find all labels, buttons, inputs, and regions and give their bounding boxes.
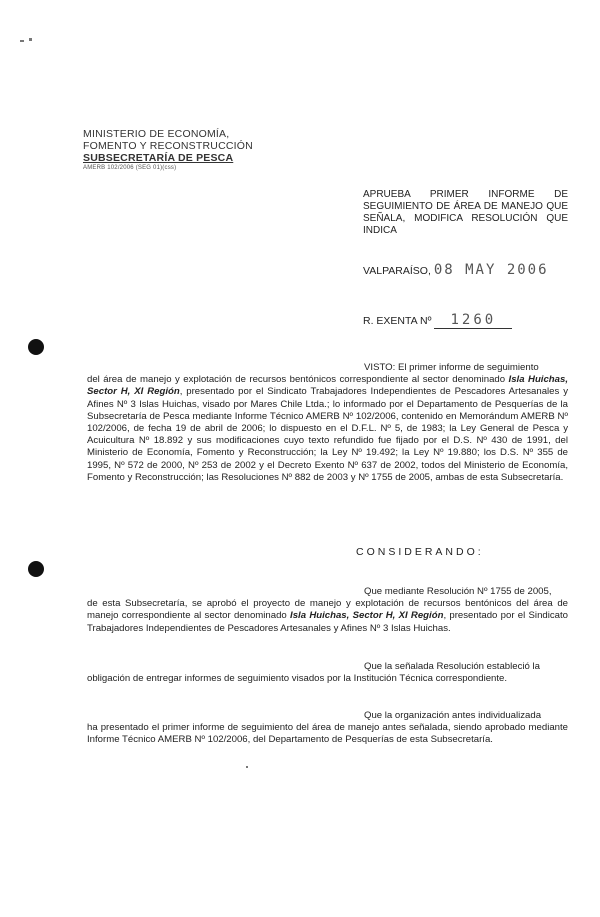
scan-speck <box>29 38 32 41</box>
visto-body-1: del área de manejo y explotación de recursos bentónicos correspondiente al sector denominado <box>87 374 509 386</box>
considerando-heading: CONSIDERANDO: <box>356 546 484 558</box>
considerando-3-lead: Que la organización antes individualizada <box>364 710 542 721</box>
ministry-line-1: MINISTERIO DE ECONOMÍA, <box>83 128 230 140</box>
punch-hole-bottom <box>28 561 44 577</box>
punch-hole-top <box>28 339 44 355</box>
place-label: VALPARAÍSO, <box>363 265 431 277</box>
place-date-line <box>363 262 549 278</box>
exenta-number: 1260 <box>434 312 512 329</box>
subsecretaria-line: SUBSECRETARÍA DE PESCA <box>83 152 234 164</box>
considerando-2-lead: Que la señalada Resolución estableció la <box>364 661 540 672</box>
considerando-3 <box>87 710 568 747</box>
ministry-line-2: FOMENTO Y RECONSTRUCCIÓN <box>83 140 253 152</box>
considerando-1-body-1: de esta Subsecretaría, se aprobó el proyecto de manejo y explotación de recursos bentónicos del área de manejo correspondiente al sector denominado <box>87 598 568 622</box>
visto-body-2: , presentado por el Sindicato Trabajadores Independientes de Pescadores Artesanales y Afines Nº 3 Islas Huichas, visado por Mares Chile Ltda.; lo informado por el Departamento de Pesquerías de la Subsecretaría de Pesca mediante Informe Técnico AMERB Nº 102/2006, contenido en Memorándum AMERB Nº 102/2006, de fecha 19 de abril de 2006; lo dispuesto en el D.F.L. Nº 5, de 1983; la Ley General de Pesca y Acuicultura Nº 18.892 y sus modificaciones cuyo texto refundido fue fijado por el D.S. Nº 430 de 1991, del Ministerio de Economía, Fomento y Reconstrucción; la Ley Nº 19.492; la Ley Nº 19.880; los D.S. Nº 355 de 1995, Nº 572 de 2000, Nº 253 de 2002 y el Decreto Exento Nº 637 de 2002, todos del Ministerio de Economía, Fomento y Reconstrucción; las Resoluciones Nº 882 de 2003 y Nº 1755 de 2005, ambas de esta Subsecretaría. <box>87 386 568 483</box>
visto-paragraph <box>87 362 568 484</box>
scan-speck <box>246 766 248 768</box>
visto-sector: Isla Huichas, Sector H, XI Región <box>87 374 568 398</box>
exenta-label: R. EXENTA Nº <box>363 315 432 327</box>
considerando-2 <box>87 661 568 685</box>
considerando-1 <box>87 586 568 635</box>
considerando-1-lead: Que mediante Resolución Nº 1755 de 2005, <box>364 586 552 597</box>
scan-speck <box>20 40 24 42</box>
date-stamp: 08 MAY 2006 <box>433 262 549 278</box>
ministry-header <box>83 128 253 172</box>
document-reference: AMERB 102/2006 (SEG 01)(css) <box>83 165 177 171</box>
considerando-2-body-1: obligación de entregar informes de seguimiento visados por la Institución Técnica correspondiente. <box>87 673 508 685</box>
considerando-1-sector: Isla Huichas, Sector H, XI Región <box>290 610 444 622</box>
considerando-1-body-2: , presentado por el Sindicato Trabajadores Independientes de Pescadores Artesanales y Afines Nº 3 Islas Huichas. <box>87 610 569 634</box>
exenta-line <box>363 312 512 329</box>
considerando-3-body-1: ha presentado el primer informe de seguimiento del área de manejo antes señalada, siendo aprobado mediante Informe Técnico AMERB Nº 102/2006, del Departamento de Pesquerías de esta Subsecretaría. <box>87 722 568 746</box>
resolution-title: APRUEBA PRIMER INFORME DE SEGUIMIENTO DE ÁREA DE MANEJO QUE SEÑALA, MODIFICA RESOLUCIÓN QUE INDICA <box>363 189 568 236</box>
visto-lead: VISTO: El primer informe de seguimiento <box>364 362 539 373</box>
